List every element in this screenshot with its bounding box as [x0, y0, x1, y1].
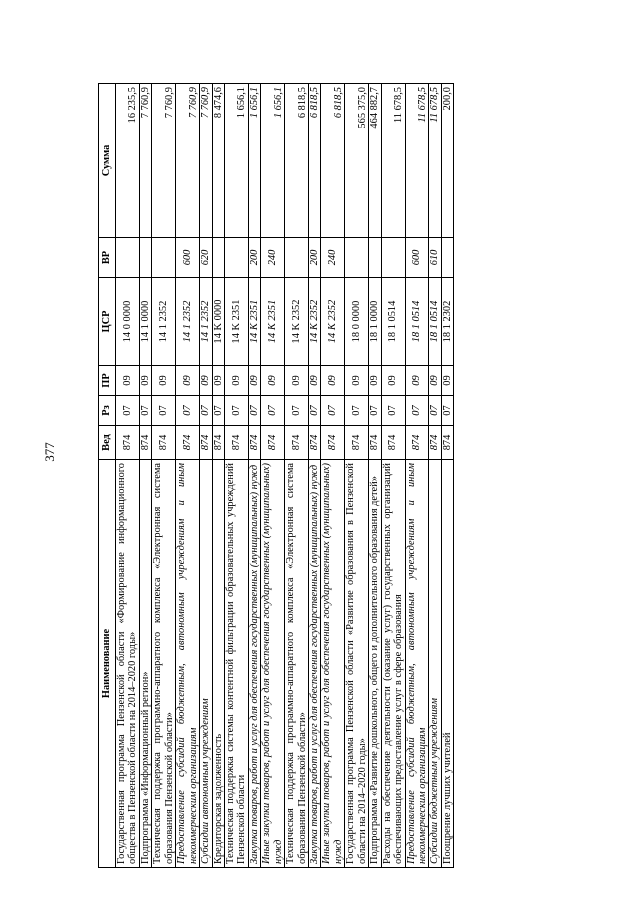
cell-name: Поощрение лучших учителей — [441, 460, 453, 868]
header-vr: ВР — [99, 238, 116, 278]
cell-csr: 18 1 2302 — [441, 278, 453, 366]
cell-rz: 07 — [345, 396, 369, 426]
table-header — [99, 84, 116, 868]
cell-csr: 14 1 2352 — [152, 278, 176, 366]
cell-vr: 240 — [261, 238, 285, 278]
cell-vr — [212, 238, 224, 278]
cell-ved: 874 — [345, 426, 369, 460]
cell-vr: 240 — [321, 238, 345, 278]
cell-pr: 09 — [441, 366, 453, 396]
cell-name: Предоставление субсидий бюджетным, автономным учреждениям и иным некоммерческим организациям — [176, 460, 200, 868]
cell-ved: 874 — [321, 426, 345, 460]
cell-ved: 874 — [285, 426, 309, 460]
cell-ved: 874 — [381, 426, 405, 460]
cell-name: Техническая поддержка системы контентной фильтрации образовательных учреждений Пензенской области — [224, 460, 248, 868]
table-row — [321, 84, 345, 868]
cell-vr — [369, 238, 381, 278]
table-row — [176, 84, 200, 868]
cell-ved: 874 — [212, 426, 224, 460]
cell-rz: 07 — [152, 396, 176, 426]
cell-sum: 1 656,1 — [248, 84, 260, 238]
cell-rz: 07 — [309, 396, 321, 426]
cell-csr: 14 K 2352 — [309, 278, 321, 366]
cell-vr — [152, 238, 176, 278]
cell-sum: 6 818,5 — [321, 84, 345, 238]
cell-vr: 620 — [200, 238, 212, 278]
cell-name: Расходы на обеспечение деятельности (оказание услуг) государственных организаций обеспечивающих предоставление услуг в сфере образования — [381, 460, 405, 868]
cell-sum: 11 678,5 — [429, 84, 441, 238]
cell-rz: 07 — [441, 396, 453, 426]
cell-name: Иные закупки товаров, работ и услуг для обеспечения государственных (муниципальных) нужд — [321, 460, 345, 868]
cell-pr: 09 — [152, 366, 176, 396]
cell-csr: 14 K 2352 — [321, 278, 345, 366]
cell-vr — [285, 238, 309, 278]
cell-sum: 200,0 — [441, 84, 453, 238]
cell-csr: 14 K 2351 — [224, 278, 248, 366]
cell-name: Подпрограмма «Развитие дошкольного, общего и дополнительного образования детей» — [369, 460, 381, 868]
cell-pr: 09 — [224, 366, 248, 396]
cell-pr: 09 — [261, 366, 285, 396]
cell-ved: 874 — [405, 426, 429, 460]
cell-pr: 09 — [139, 366, 151, 396]
header-csr: ЦСР — [99, 278, 116, 366]
cell-vr: 600 — [176, 238, 200, 278]
cell-vr — [381, 238, 405, 278]
cell-csr: 14 K 0000 — [212, 278, 224, 366]
cell-name: Закупка товаров, работ и услуг для обеспечения государственных (муниципальных) нужд — [248, 460, 260, 868]
cell-name: Государственная программа Пензенской области «Развитие образования в Пензенской области на 2014–2020 годы» — [345, 460, 369, 868]
header-name: Наименование — [99, 460, 116, 868]
cell-csr: 18 1 0514 — [381, 278, 405, 366]
cell-ved: 874 — [261, 426, 285, 460]
cell-rz: 07 — [285, 396, 309, 426]
cell-rz: 07 — [261, 396, 285, 426]
table-row — [261, 84, 285, 868]
cell-rz: 07 — [200, 396, 212, 426]
cell-rz: 07 — [405, 396, 429, 426]
cell-sum: 7 760,9 — [139, 84, 151, 238]
cell-pr: 09 — [405, 366, 429, 396]
cell-rz: 07 — [224, 396, 248, 426]
cell-sum: 1 656,1 — [261, 84, 285, 238]
table-row — [116, 84, 140, 868]
cell-ved: 874 — [152, 426, 176, 460]
cell-pr: 09 — [345, 366, 369, 396]
cell-ved: 874 — [369, 426, 381, 460]
cell-rz: 07 — [139, 396, 151, 426]
cell-rz: 07 — [176, 396, 200, 426]
cell-vr: 610 — [429, 238, 441, 278]
table-body — [116, 84, 454, 868]
table-row — [152, 84, 176, 868]
cell-csr: 18 1 0514 — [405, 278, 429, 366]
cell-vr: 600 — [405, 238, 429, 278]
cell-sum: 6 818,5 — [309, 84, 321, 238]
cell-sum: 464 882,7 — [369, 84, 381, 238]
table-row — [139, 84, 151, 868]
cell-ved: 874 — [309, 426, 321, 460]
cell-csr: 14 0 0000 — [116, 278, 140, 366]
cell-pr: 09 — [248, 366, 260, 396]
table-row — [224, 84, 248, 868]
cell-sum: 7 760,9 — [152, 84, 176, 238]
table-row — [212, 84, 224, 868]
cell-vr — [139, 238, 151, 278]
cell-name: Государственная программа Пензенской области «Формирование информационного общества в Пензенской области на 2014–2020 годы» — [116, 460, 140, 868]
table-row — [405, 84, 429, 868]
cell-name: Субсидии бюджетным учреждениям — [429, 460, 441, 868]
cell-sum: 1 656,1 — [224, 84, 248, 238]
cell-rz: 07 — [321, 396, 345, 426]
budget-table — [98, 83, 454, 868]
cell-pr: 09 — [321, 366, 345, 396]
cell-ved: 874 — [176, 426, 200, 460]
cell-pr: 09 — [381, 366, 405, 396]
cell-csr: 14 K 2351 — [248, 278, 260, 366]
header-rz: Рз — [99, 396, 116, 426]
cell-pr: 09 — [429, 366, 441, 396]
table-row — [381, 84, 405, 868]
header-sum: Сумма — [99, 84, 116, 238]
cell-rz: 07 — [212, 396, 224, 426]
cell-name: Субсидии автономным учреждениям — [200, 460, 212, 868]
cell-pr: 09 — [212, 366, 224, 396]
cell-sum: 565 375,0 — [345, 84, 369, 238]
table-row — [441, 84, 453, 868]
cell-csr: 14 1 2352 — [200, 278, 212, 366]
cell-pr: 09 — [200, 366, 212, 396]
table-row — [309, 84, 321, 868]
cell-name: Предоставление субсидий бюджетным, автономным учреждениям и иным некоммерческим организациям — [405, 460, 429, 868]
cell-sum: 6 818,5 — [285, 84, 309, 238]
cell-ved: 874 — [429, 426, 441, 460]
cell-vr: 200 — [248, 238, 260, 278]
table-row — [429, 84, 441, 868]
table-row — [369, 84, 381, 868]
cell-vr — [345, 238, 369, 278]
cell-ved: 874 — [224, 426, 248, 460]
cell-sum: 8 474,6 — [212, 84, 224, 238]
table-row — [345, 84, 369, 868]
cell-csr: 18 1 0000 — [369, 278, 381, 366]
cell-csr: 18 0 0000 — [345, 278, 369, 366]
cell-pr: 09 — [285, 366, 309, 396]
cell-vr — [116, 238, 140, 278]
cell-ved: 874 — [441, 426, 453, 460]
cell-sum: 11 678,5 — [405, 84, 429, 238]
cell-name: Закупка товаров, работ и услуг для обеспечения государственных (муниципальных) нужд — [309, 460, 321, 868]
cell-sum: 11 678,5 — [381, 84, 405, 238]
cell-sum: 16 235,5 — [116, 84, 140, 238]
cell-csr: 18 1 0514 — [429, 278, 441, 366]
table-row — [285, 84, 309, 868]
cell-name: Техническая поддержка программно-аппаратного комплекса «Электронная система образования Пензенской области» — [285, 460, 309, 868]
cell-pr: 09 — [369, 366, 381, 396]
cell-csr: 14 1 0000 — [139, 278, 151, 366]
cell-name: Иные закупки товаров, работ и услуг для обеспечения государственных (муниципальных) нужд — [261, 460, 285, 868]
cell-vr — [441, 238, 453, 278]
cell-sum: 7 760,9 — [200, 84, 212, 238]
cell-name: Кредиторская задолженность — [212, 460, 224, 868]
cell-ved: 874 — [200, 426, 212, 460]
cell-rz: 07 — [429, 396, 441, 426]
cell-pr: 09 — [116, 366, 140, 396]
rotated-page-content — [98, 84, 580, 868]
table-row — [200, 84, 212, 868]
cell-csr: 14 1 2352 — [176, 278, 200, 366]
cell-pr: 09 — [309, 366, 321, 396]
cell-vr — [224, 238, 248, 278]
cell-csr: 14 K 2351 — [261, 278, 285, 366]
cell-rz: 07 — [369, 396, 381, 426]
header-pr: ПР — [99, 366, 116, 396]
page-number: 377 — [42, 442, 57, 462]
cell-ved: 874 — [248, 426, 260, 460]
cell-name: Техническая поддержка программно-аппаратного комплекса «Электронная система образования Пензенской области» — [152, 460, 176, 868]
header-ved: Вед — [99, 426, 116, 460]
cell-name: Подпрограмма «Информационный регион» — [139, 460, 151, 868]
cell-rz: 07 — [116, 396, 140, 426]
cell-vr: 200 — [309, 238, 321, 278]
cell-pr: 09 — [176, 366, 200, 396]
cell-csr: 14 K 2352 — [285, 278, 309, 366]
cell-rz: 07 — [381, 396, 405, 426]
table-row — [248, 84, 260, 868]
cell-ved: 874 — [139, 426, 151, 460]
cell-sum: 7 760,9 — [176, 84, 200, 238]
cell-rz: 07 — [248, 396, 260, 426]
cell-ved: 874 — [116, 426, 140, 460]
